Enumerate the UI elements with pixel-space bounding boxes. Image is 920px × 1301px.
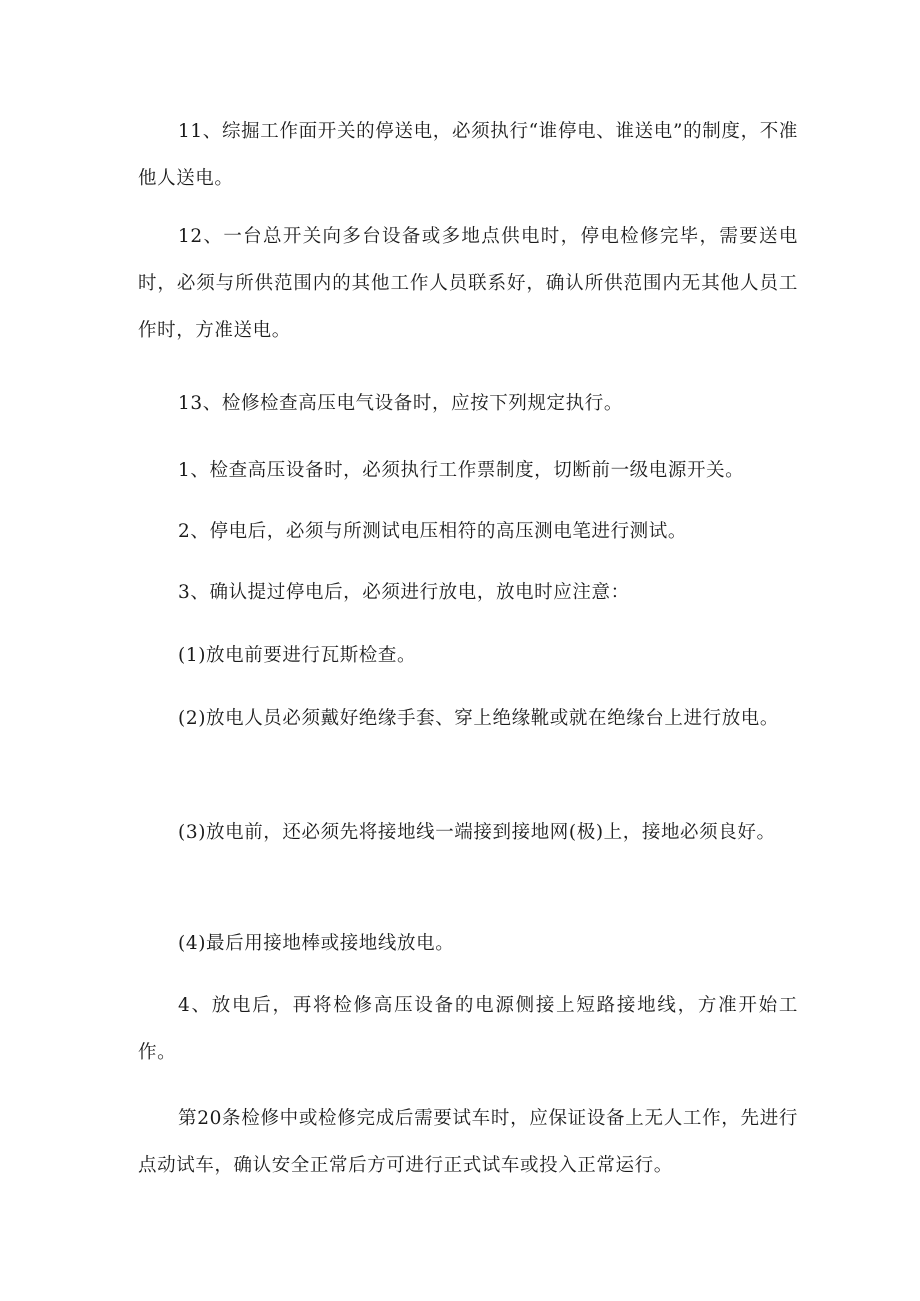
sub-sub-item-2: (2)放电人员必须戴好绝缘手套、穿上绝缘靴或就在绝缘台上进行放电。 <box>178 708 780 729</box>
sub-sub-item-3: (3)放电前，还必须先将接地线一端接到接地网(极)上，接地必须良好。 <box>178 822 776 843</box>
sub-item-3: 3、确认提过停电后，必须进行放电，放电时应注意： <box>178 582 630 603</box>
sub-item-1: 1、检查高压设备时，必须执行工作票制度，切断前一级电源开关。 <box>178 460 745 481</box>
paragraph-12: 12、一台总开关向多台设备或多地点供电时，停电检修完毕，需要送电时，必须与所供范围内的其他工作人员联系好，确认所供范围内无其他人员工作时，方准送电。 <box>138 226 798 341</box>
sub-sub-item-1: (1)放电前要进行瓦斯检查。 <box>178 645 417 666</box>
paragraph-13: 13、检修检查高压电气设备时，应按下列规定执行。 <box>178 393 623 414</box>
sub-sub-item-4: (4)最后用接地棒或接地线放电。 <box>178 933 455 954</box>
sub-item-2: 2、停电后，必须与所测试电压相符的高压测电笔进行测试。 <box>178 521 687 542</box>
paragraph-11: 11、综掘工作面开关的停送电，必须执行“谁停电、谁送电”的制度，不准他人送电。 <box>138 121 798 189</box>
article-20: 第20条检修中或检修完成后需要试车时，应保证设备上无人工作，先进行点动试车，确认安全正常后方可进行正式试车或投入正常运行。 <box>138 1108 798 1176</box>
sub-item-4: 4、放电后，再将检修高压设备的电源侧接上短路接地线，方准开始工作。 <box>138 995 798 1063</box>
